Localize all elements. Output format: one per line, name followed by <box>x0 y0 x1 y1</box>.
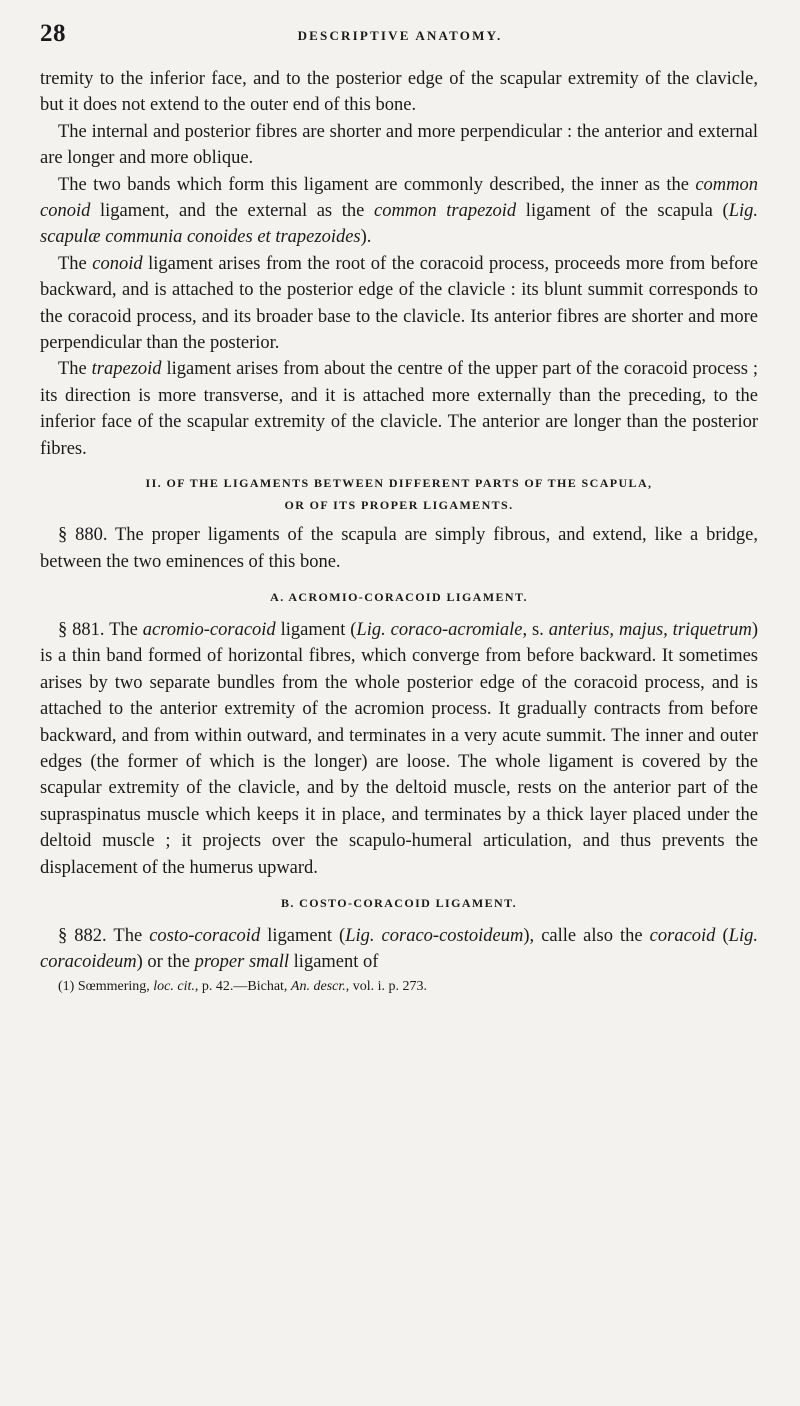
section-heading-ii <box>40 472 758 516</box>
text-run: The two bands which form this ligament are commonly described, the inner as the <box>58 174 696 195</box>
italic-run: Lig. coraco-acromiale <box>356 619 523 640</box>
text-run: The internal and posterior fibres are shorter and more perpendicular : the anterior and external are longer and more oblique. <box>40 121 758 169</box>
italic-run: loc. cit. <box>153 978 195 994</box>
text-run: § 881. The <box>58 619 143 640</box>
italic-run: proper small <box>194 952 290 973</box>
italic-run: conoid <box>92 253 143 274</box>
text-run: ligament of <box>289 952 379 973</box>
subheading-acromio-coracoid: A. ACROMIO-CORACOID LIGAMENT. <box>270 589 528 604</box>
paragraph-882 <box>40 923 758 976</box>
italic-run: An. descr. <box>290 978 346 994</box>
section-heading-line: OR OF ITS PROPER LIGAMENTS. <box>284 498 514 513</box>
paragraph <box>40 356 758 462</box>
text-run: , vol. i. p. 273. <box>345 978 428 994</box>
italic-run: common conoid <box>40 174 758 222</box>
text-run: ligament, and the external as the <box>90 201 374 222</box>
text-run: tremity to the inferior face, and to the posterior edge of the scapular extremity of the clavicle, but it does not extend to the outer end of this bone. <box>40 69 758 116</box>
text-run: , p. 42.—Bichat, <box>194 978 291 994</box>
paragraph-880 <box>40 522 758 575</box>
italic-run: acromio-coracoid <box>142 619 276 640</box>
paragraph-881 <box>40 617 758 881</box>
text-run: ( <box>715 925 729 946</box>
text-run: ), calle also the <box>523 925 650 946</box>
italic-run: anterius, majus, triquetrum <box>548 619 752 640</box>
text-run: ) or the <box>136 952 195 973</box>
text-run: ligament ( <box>275 619 357 640</box>
italic-run: trapezoid <box>91 359 162 380</box>
italic-run: Lig. coraco-costoideum <box>345 925 524 946</box>
section-heading-line: II. OF THE LIGAMENTS BETWEEN DIFFERENT PARTS OF THE SCAPULA, <box>145 476 653 491</box>
page-number: 28 <box>40 20 66 47</box>
text-run: The <box>58 253 93 274</box>
text-run: ) is a thin band formed of horizontal fibres, which converge from before backward. It sometimes arises by two separate bundles from the whole posterior edge of the coracoid process, and is attached to the anterior extremity of the acromion process. It gradually contracts from before backward, and from within outward, and terminates in a very acute summit. The inner and outer edges (the former of which is the longer) are loose. The whole ligament is covered by the scapular extremity of the clavicle, and by the deltoid muscle, rests on the anterior part of the supraspinatus muscle which keeps it in place, and terminates by a thick layer placed under the deltoid muscle ; it projects over the scapulo-humeral articulation, and thus prevents the displacement of the humerus upward. <box>40 619 758 878</box>
text-run: ligament ( <box>260 925 346 946</box>
text-run: § 880. The proper ligaments of the scapula are simply fibrous, and extend, like a bridge, between the two eminences of this bone. <box>40 525 758 572</box>
italic-run: common trapezoid <box>373 201 517 222</box>
text-run: The <box>58 359 92 380</box>
footnote <box>40 976 758 998</box>
italic-run: Lig. scapulæ communia conoides et trapezoides <box>40 201 758 248</box>
italic-run: costo-coracoid <box>149 925 261 946</box>
text-run: ligament of the scapula ( <box>516 201 729 222</box>
text-run: § 882. The <box>58 925 150 946</box>
paragraph <box>40 119 758 172</box>
text-run: (1) Sœmmering, <box>58 978 154 994</box>
text-run: ). <box>360 227 372 248</box>
running-title: DESCRIPTIVE ANATOMY. <box>297 28 503 43</box>
text-run: , s. <box>522 619 549 640</box>
page-body <box>40 66 758 998</box>
paragraph <box>40 251 758 357</box>
text-run: ligament arises from about the centre of the upper part of the coracoid process ; its direction is more transverse, and it is attached more externally than the preceding, to the inferior face of the scapular extremity of the clavicle. The anterior are longer than the posterior fibres. <box>40 359 758 459</box>
italic-run: coracoid <box>649 925 716 946</box>
italic-run: Lig. coracoideum <box>40 925 758 973</box>
text-run: ligament arises from the root of the coracoid process, proceeds more from before backward, and is attached to the posterior edge of the clavicle : its blunt summit corresponds to the coracoid process, and its broader base to the clavicle. Its anterior fibres are shorter and more perpendicular than the posterior. <box>40 253 759 354</box>
paragraph <box>40 172 758 251</box>
paragraph <box>40 66 758 119</box>
subheading-costo-coracoid: B. COSTO-CORACOID LIGAMENT. <box>280 895 518 910</box>
